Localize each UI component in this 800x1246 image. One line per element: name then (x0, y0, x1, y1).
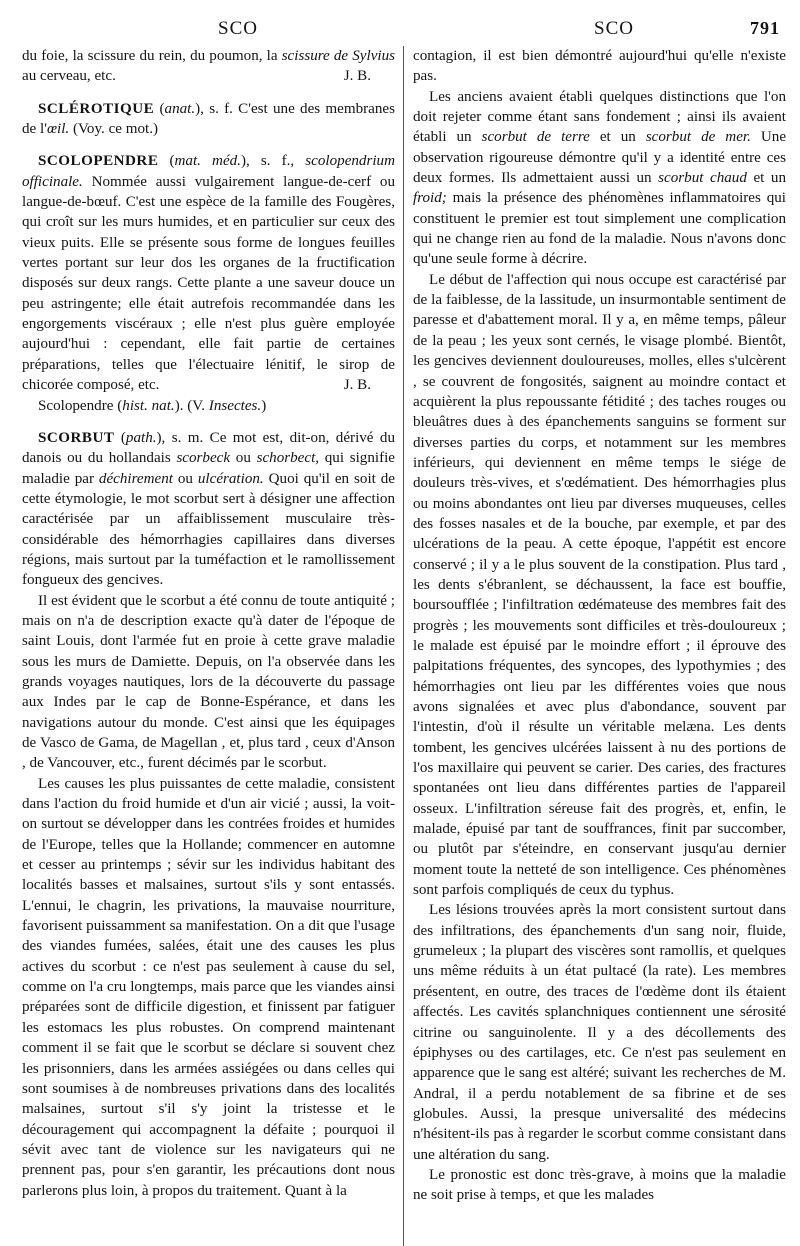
text-run: (Voy. ce mot.) (69, 121, 159, 138)
text-run: Quoi qu'il en soit de cette étymologie, le mot scorbut sert à désigner une affection caractérisée par un affaiblissement musculaire très-considérable des hémorrhagies capillaires dans diverses régions, mais surtout par la tuméfaction et le ramollissement fongueux des gencives. (22, 470, 395, 589)
italic-text: schorbect, (256, 450, 320, 467)
text-run: Les causes les plus puissantes de cette maladie, consistent dans l'action du froid humide et d'un air vicié ; aussi, la voit-on surtout se développer dans les contrées froides et humides de l'Europe, telles que la Hollande; commencer en automne et cesser au printemps ; sévir sur les individus habitant des localités basses et malsaines, surtout s'ils y sont entassés. L'ennui, le chagrin, les privations, la mauvaise nourriture, favorisent puissamment sa manifestation. On a dit que l'usage des viandes fumées, salées, était une des causes les plus actives du scorbut : ce n'est pas seulement à cause du sel, comme on l'a cru longtemps, mais parce que les viandes ainsi préparées sont de difficile digestion, et finissent par fatiguer les estomacs les plus robustes. On comprend maintenant comment il se fait que le scorbut se déclare si souvent chez les prisonniers, dans les armées assiégées ou dans celles qui sont soumises à de nombreuses privations dans des localités malsaines, surtout s'il s'y joint la tristesse et le découragement qui accompagnent la défaite ; pourquoi il sévit avec tant de violence sur les navigateurs qui ne prennent pas, pour s'en garantir, les précautions dont nous parlerons plus loin, à propos du traitement. Quant à la (22, 775, 395, 1199)
headword: SCORBUT (38, 429, 115, 446)
text-run: Une observation rigoureuse démontre qu'il y a identité entre ces deux formes. Ils admettaient aussi un (413, 129, 787, 187)
text-run: mais la présence des phénomènes inflammatoires qui constituent le premier est tout simplement une complication qui ne change rien au fond de la maladie. Nous n'avons donc qu'une seule forme à décrire. (413, 190, 786, 268)
italic-text: ulcération. (197, 470, 264, 487)
running-header (22, 10, 786, 44)
left-column-paragraph (22, 591, 395, 774)
italic-text: froid; (413, 190, 447, 207)
italic-text: scorbeck (176, 450, 231, 467)
italic-text: mat. méd. (174, 153, 241, 170)
italic-text: path. (125, 429, 157, 446)
italic-text: hist. nat. (122, 397, 175, 414)
text-columns (22, 46, 786, 1246)
left-column-paragraph (22, 774, 395, 1201)
text-run: ) (261, 397, 267, 414)
text-run: Scolopendre (38, 397, 114, 414)
italic-text: Insectes. (208, 397, 262, 414)
right-column-paragraph (413, 270, 786, 901)
left-column-paragraph (22, 151, 395, 395)
italic-text: scissure de Sylvius (281, 48, 396, 64)
text-run: ( (154, 100, 165, 117)
text-run: ou (172, 470, 198, 487)
header-left-word: SCO (218, 18, 258, 39)
text-run: Le pronostic est donc très-grave, à moins que la maladie ne soit prise à temps, et que les malades (413, 1166, 786, 1204)
headword: SCOLOPENDRE (38, 153, 159, 170)
text-run: qui signifie maladie par (22, 450, 396, 487)
right-column-paragraph (413, 900, 786, 1164)
text-run: contagion, il est bien démontré aujourd'hui qu'elle n'existe pas. (413, 48, 786, 85)
italic-text: scolopendrium officinale. (22, 153, 395, 190)
text-run: et un (589, 129, 646, 146)
italic-text: scorbut de terre (481, 129, 590, 146)
italic-text: œil. (46, 121, 70, 138)
text-run: Les anciens avaient établi quelques distinctions que l'on doit rejeter comme étant sans fondement ; ainsi ils avaient établi un (413, 88, 786, 146)
text-run: ), s. f. C'est une des membranes de l' (22, 100, 395, 138)
left-column-paragraph (22, 428, 395, 591)
author-signature: J. B. (343, 68, 371, 85)
text-run: ou (230, 450, 257, 467)
italic-text: scorbut chaud (658, 170, 747, 187)
text-run: ( (158, 153, 175, 170)
text-run: ). (V. (174, 397, 209, 414)
text-run: ( (113, 397, 123, 414)
right-column-paragraph (413, 87, 786, 270)
text-run: du foie, la scissure du rein, du poumon, la (22, 48, 282, 64)
text-run: Le début de l'affection qui nous occupe est caractérisé par de la faiblesse, de la lassitude, un insurmontable sentiment de paresse et d'abattement moral. Il y a, en même temps, pâleur de la peau ; les yeux sont cernés, le visage plombé. Bientôt, les gencives deviennent douloureuses, molles, elles s'ulcèrent , se couvrent de fongosités, saignent au moindre contact et acquièrent la plus repoussante fétidité ; des taches rouges ou bleuâtres dues à des épanchements sanguins se forment sur diverses parties du corps, et notamment sur les membres inférieurs, qui deviennent en même temps le siége de douleurs très-vives, et s'œdématient. Des hémorrhagies plus ou moins abondantes ont lieu par diverses muqueuses, celles des fosses nasales et de la bouche, par exemple, et par des ulcérations de la peau. A cette époque, l'appétit est encore conservé ; il y a le plus souvent de la constipation. Plus tard , les dents s'ébranlent, se déchaussent, la face est bouffie, boursoufflée ; l'infiltration œdémateuse des membres fait des progrès ; les mouvements sont difficiles et très-douloureux ; le malade est épuisé par le moindre effort ; il éprouve des palpitations fréquentes, des syncopes, des lypothymies ; des hémorrhagies ont lieu par les différentes voies que nous avons signalées et avec plus d'abondance, souvent par l'intestin, d'où il résulte un véritable melæna. Les dents tombent, les gencives ulcérées laissent à nu des portions de l'os maxillaire qui peuvent se carier. Des caries, des fractures spontanées ont lieu dans différentes parties de l'appareil osseux. L'infiltration séreuse fait des progrès, et, enfin, le malade, épuisé par tant de souffrances, finit par succomber, ou plutôt par s'éteindre, en conservant jusqu'au dernier moment toute la netteté de son intelligence. Ces phénomènes sont parfois compliqués de ceux du typhus. (413, 271, 786, 899)
text-run: et un (746, 170, 786, 187)
text-run: Les lésions trouvées après la mort consistent surtout dans des infiltrations, des épanchements d'un sang noir, fluide, grumeleux ; la plupart des viscères sont ramollis, et quelques uns même réduits à un état pultacé (la rate). Les membres présentent, en outre, des traces de l'œdème dont ils étaient affectés. Les cavités splanchniques contiennent une sérosité citrine ou sanguinolente. Il y a des décollements des épiphyses ou des cartilages, etc. Ce n'est pas seulement en apparence que le sang est altéré; suivant les recherches de M. Andral, il a perdu notablement de sa fibrine et de ses globules. Aussi, la presque universalité des médecins n'hésitent-ils pas à regarder le scorbut comme consistant dans une altération du sang. (413, 902, 786, 1163)
header-right-word: SCO (594, 18, 634, 39)
left-column-paragraph (22, 99, 395, 140)
right-column (403, 46, 786, 1246)
page-number: 791 (750, 18, 780, 38)
text-run: ), s. f., (240, 153, 306, 170)
text-run: Nommée aussi vulgairement langue-de-cerf ou langue-de-bœuf. C'est une espèce de la famille des Fougères, qui croît sur les murs humides, et en particulier sur ceux des vieux puits. Elle se présente sous forme de longues feuilles vertes portant sur leur dos les organes de la fructification disposés sur deux rangs. Cette plante a une saveur douce un peu astringente; elle était autrefois recommandée dans les engorgements viscéraux ; elle n'est plus guère employée aujourd'hui : cependant, elle fait partie de certaines préparations, telles que l'électuaire lénitif, le sirop de chicorée composé, etc. (22, 173, 395, 394)
headword: SCLÉROTIQUE (38, 100, 155, 117)
left-column-paragraph (22, 46, 395, 87)
right-column-paragraph (413, 46, 786, 87)
italic-text: scorbut de mer. (645, 129, 751, 146)
text-run: ), s. m. Ce mot est, dit-on, dérivé du danois ou du hollandais (22, 429, 395, 467)
text-run: ( (114, 429, 126, 446)
right-column-paragraph (413, 1165, 786, 1206)
author-signature: J. B. (343, 377, 371, 394)
text-run: au cerveau, etc. (22, 68, 116, 85)
italic-text: anat. (164, 100, 196, 117)
left-column-paragraph (22, 396, 395, 416)
italic-text: déchirement (98, 470, 173, 487)
text-run: Il est évident que le scorbut a été connu de toute antiquité ; mais on n'a de description exacte qu'à dater de l'époque de saint Louis, dont l'armée fut en proie à cette grave maladie sous les murs de Damiette. Depuis, on l'a observée dans les grands voyages nautiques, lors de la découverte du passage aux Indes par le cap de Bonne-Espérance, et dans les navigations autour du monde. C'est ainsi que les équipages de Vasco de Gama, de Magellan , et, plus tard , ceux d'Anson , de Vancouver, etc., furent décimés par le scorbut. (22, 592, 395, 772)
left-column (22, 46, 403, 1246)
